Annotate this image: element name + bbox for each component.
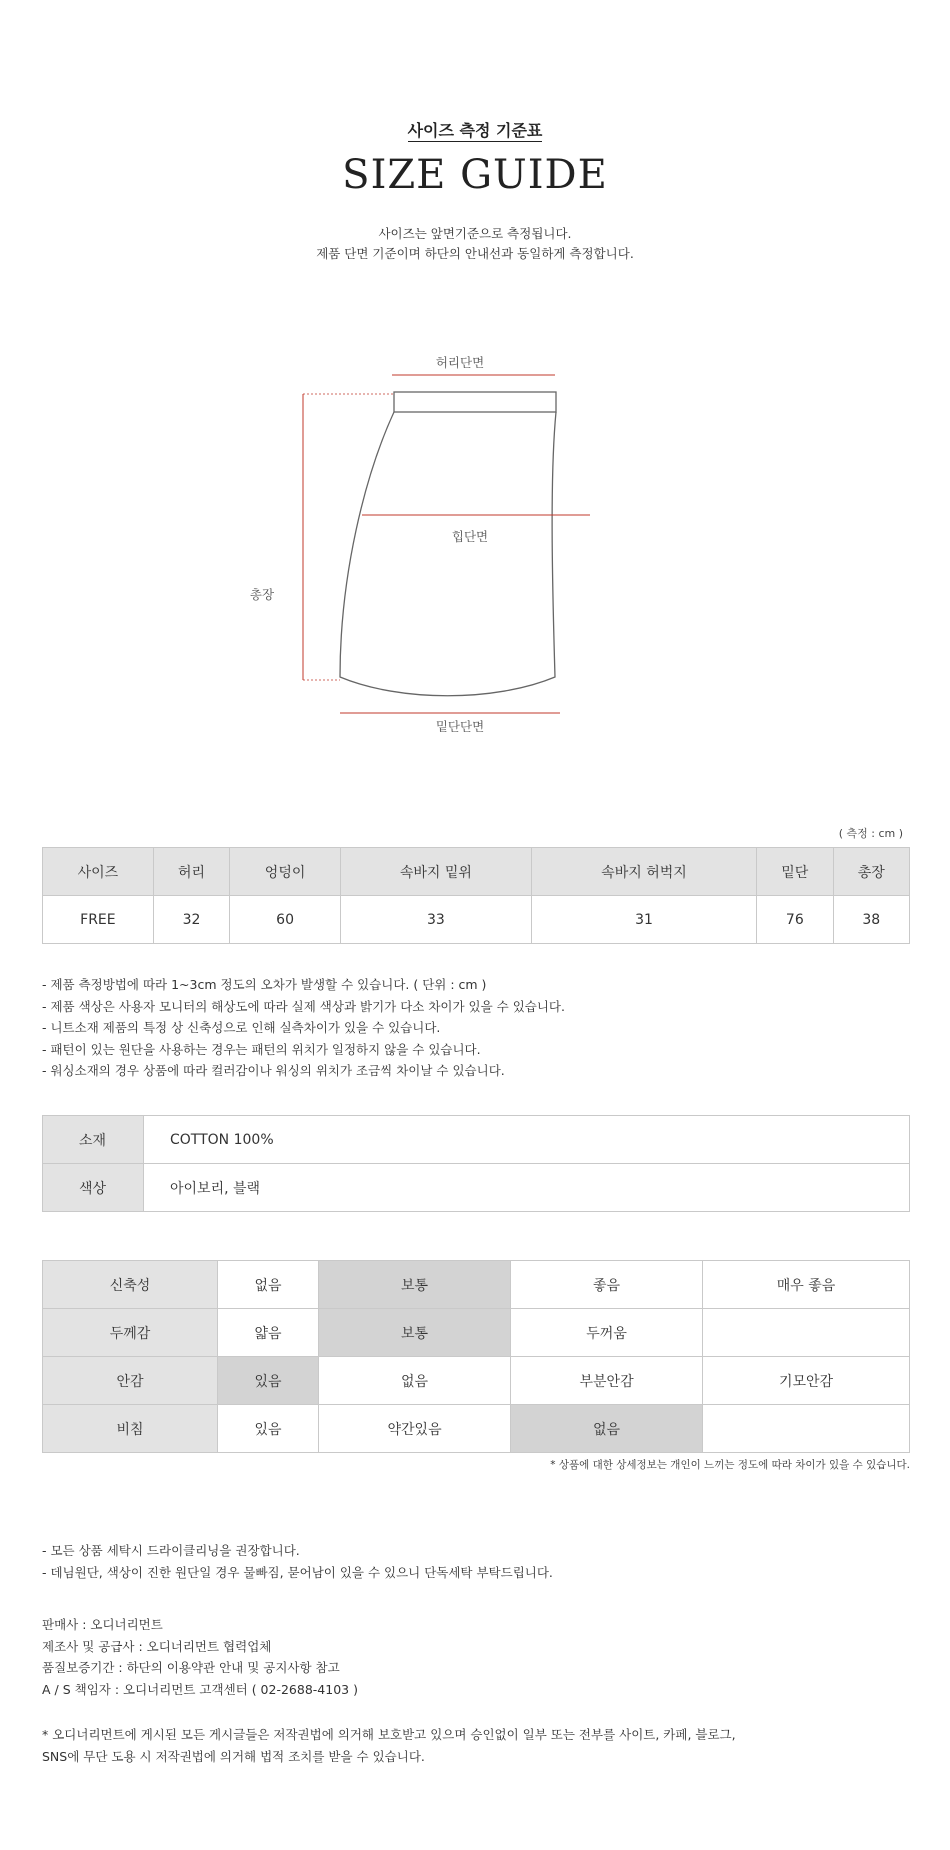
hip-col-header: 엉덩이	[230, 848, 341, 896]
sheerness-option	[703, 1405, 910, 1453]
thickness-option-selected: 보통	[319, 1309, 511, 1357]
hip-label: 힙단면	[451, 529, 489, 544]
fabric-label: 소재	[43, 1116, 144, 1164]
lining-option-selected: 있음	[218, 1357, 319, 1405]
skirt-outline	[340, 412, 556, 696]
color-value: 아이보리, 블랙	[144, 1164, 910, 1212]
thickness-option: 두꺼움	[511, 1309, 703, 1357]
hip-cell: 60	[230, 896, 341, 944]
lining-option: 기모안감	[703, 1357, 910, 1405]
list-item: - 니트소재 제품의 특정 상 신축성으로 인해 실측차이가 있을 수 있습니다.	[42, 1020, 441, 1035]
waist-cell: 32	[153, 896, 229, 944]
table-row	[43, 1261, 910, 1309]
unit-note: ( 측정 : cm )	[838, 827, 903, 840]
care-notes	[42, 1540, 553, 1583]
waist-col-header: 허리	[153, 848, 229, 896]
stretch-option-selected: 보통	[319, 1261, 511, 1309]
list-item: - 워싱소재의 경우 상품에 따라 컬러감이나 워싱의 위치가 조금씩 차이날 수 있습니다.	[42, 1063, 505, 1078]
sheerness-option: 약간있음	[319, 1405, 511, 1453]
waist-label: 허리단면	[435, 355, 485, 370]
stretch-option: 좋음	[511, 1261, 703, 1309]
waistband	[394, 392, 556, 412]
size-col-header: 사이즈	[43, 848, 154, 896]
table-row	[43, 1164, 910, 1212]
as-contact-line: A / S 책임자 : 오디너리먼트 고객센터 ( 02-2688-4103 )	[42, 1681, 358, 1697]
table-row	[43, 1116, 910, 1164]
inner-rise-col-header: 속바지 밑위	[340, 848, 531, 896]
color-label: 색상	[43, 1164, 144, 1212]
lining-option: 부분안감	[511, 1357, 703, 1405]
fabric-feel-note: * 상품에 대한 상세정보는 개인이 느끼는 정도에 따라 차이가 있을 수 있습니다.	[550, 1459, 910, 1471]
list-item: - 데님원단, 색상이 진한 원단일 경우 물빠짐, 묻어남이 있을 수 있으니 단독세탁 부탁드립니다.	[42, 1564, 553, 1580]
size-guide-title: SIZE GUIDE	[342, 152, 608, 198]
hem-col-header: 밑단	[757, 848, 833, 896]
skirt-measurement-diagram	[250, 345, 650, 745]
warranty-line: 품질보증기간 : 하단의 이용약관 안내 및 공지사항 참고	[42, 1660, 340, 1675]
stretch-option: 없음	[218, 1261, 319, 1309]
seller-info	[42, 1614, 358, 1700]
lining-option: 없음	[319, 1357, 511, 1405]
seller-line: 판매사 : 오디너리먼트	[42, 1617, 163, 1632]
sheerness-option-selected: 없음	[511, 1405, 703, 1453]
manufacturer-line: 제조사 및 공급사 : 오디너리먼트 협력업체	[42, 1638, 272, 1654]
list-item: - 모든 상품 세탁시 드라이클리닝을 권장합니다.	[42, 1543, 300, 1558]
table-row	[43, 1405, 910, 1453]
material-table	[42, 1115, 910, 1212]
table-row	[43, 1309, 910, 1357]
inner-thigh-cell: 31	[531, 896, 756, 944]
thickness-option: 얇음	[218, 1309, 319, 1357]
kr-title-text: 사이즈 측정 기준표	[407, 121, 543, 140]
lining-label: 안감	[43, 1357, 218, 1405]
stretch-label: 신축성	[43, 1261, 218, 1309]
intro-line-1: 사이즈는 앞면기준으로 측정됩니다.	[378, 226, 572, 241]
length-col-header: 총장	[833, 848, 909, 896]
list-item: - 제품 색상은 사용자 모니터의 해상도에 따라 실제 색상과 밝기가 다소 차이가 있을 수 있습니다.	[42, 998, 565, 1014]
hem-cell: 76	[757, 896, 833, 944]
copyright-line: SNS에 무단 도용 시 저작권법에 의거해 법적 조치를 받을 수 있습니다.	[42, 1748, 425, 1764]
list-item: - 패턴이 있는 원단을 사용하는 경우는 패턴의 위치가 일정하지 않을 수 있습니다.	[42, 1041, 481, 1057]
thickness-label: 두께감	[43, 1309, 218, 1357]
size-guide-korean-title	[0, 118, 950, 141]
inner-rise-cell: 33	[340, 896, 531, 944]
copyright-notice	[42, 1724, 736, 1767]
skirt-illustration	[250, 345, 650, 745]
fabric-value: COTTON 100%	[144, 1116, 910, 1164]
length-label: 총장	[249, 587, 275, 602]
thickness-option	[703, 1309, 910, 1357]
size-cell: FREE	[43, 896, 154, 944]
measurement-notes	[42, 974, 565, 1082]
length-cell: 38	[833, 896, 909, 944]
sheerness-option: 있음	[218, 1405, 319, 1453]
stretch-option: 매우 좋음	[703, 1261, 910, 1309]
intro-line-2: 제품 단면 기준이며 하단의 안내선과 동일하게 측정합니다.	[316, 246, 634, 261]
inner-thigh-col-header: 속바지 허벅지	[531, 848, 756, 896]
list-item: - 제품 측정방법에 따라 1~3cm 정도의 오차가 발생할 수 있습니다. ( 단위 : cm )	[42, 977, 487, 992]
size-table	[42, 847, 910, 944]
hem-label: 밑단단면	[435, 719, 485, 734]
fabric-feel-table	[42, 1260, 910, 1453]
table-row	[43, 1357, 910, 1405]
sheerness-label: 비침	[43, 1405, 218, 1453]
copyright-line: * 오디너리먼트에 게시된 모든 게시글들은 저작권법에 의거해 보호받고 있으며 승인없이 일부 또는 전부를 사이트, 카페, 블로그,	[42, 1727, 736, 1742]
table-row	[43, 896, 910, 944]
size-table-header-row	[43, 848, 910, 896]
